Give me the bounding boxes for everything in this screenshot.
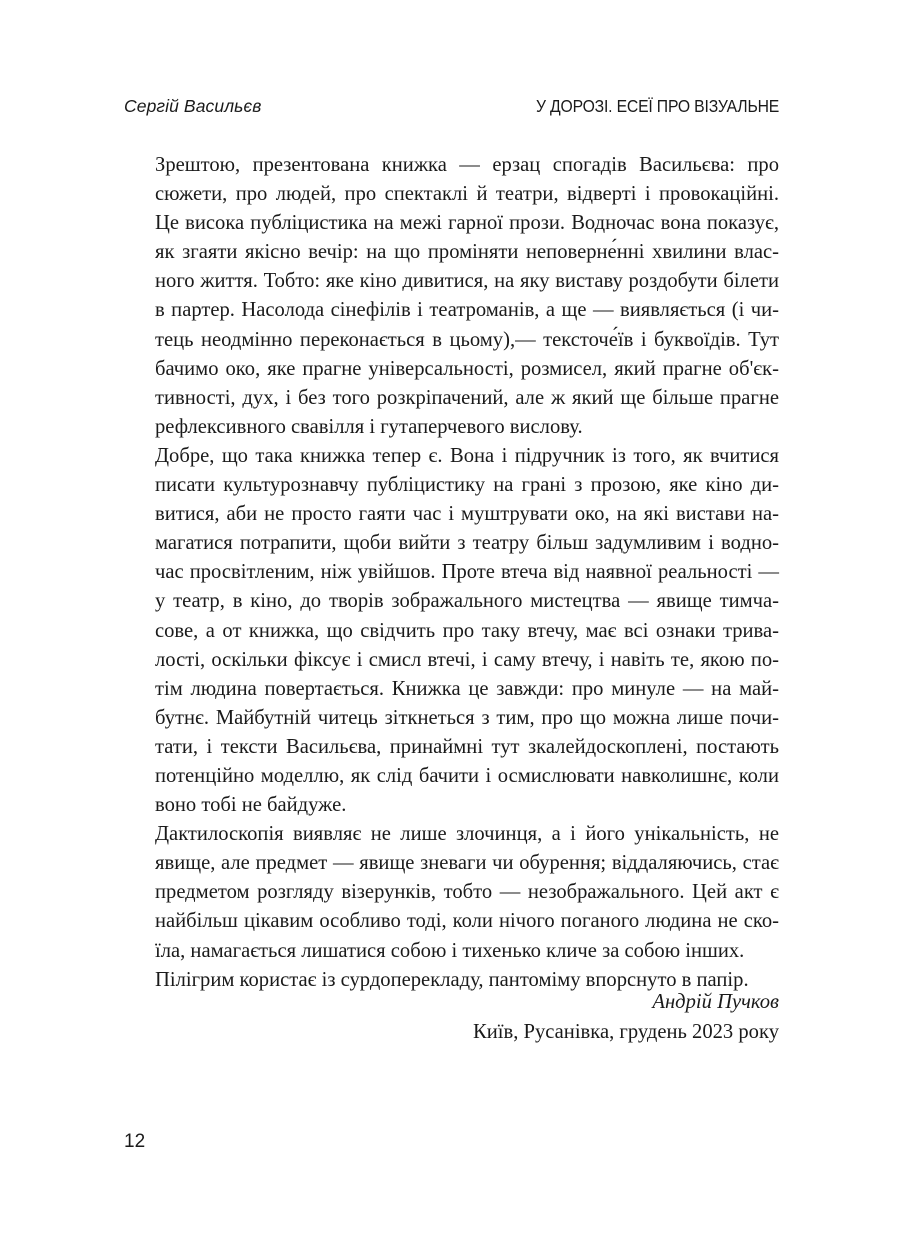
text-line: час просвітленим, ніж увійшов. Проте втеча від наявної реальності — (155, 561, 779, 584)
text-line: тець неодмінно переконається в цьому),— тексточе́їв і буквоїдів. Тут (155, 328, 779, 351)
text-line: предметом розгляду візерунків, тобто — незображального. Цей акт є (155, 881, 779, 904)
running-head (124, 96, 779, 122)
text-line: потенційно моделлю, як слід бачити і осмислювати навколишнє, коли (155, 764, 779, 787)
text-line: бачимо око, яке прагне універсальності, розмисел, який прагне об'єк- (155, 357, 779, 380)
text-line: явище, але предмет — явище зневаги чи обурення; віддаляючись, стає (155, 852, 779, 875)
text-line: Дактилоскопія виявляє не лише злочинця, а і його унікальність, не (155, 823, 779, 846)
text-line: в партер. Насолода сінефілів і театроманів, а ще — виявляється (і чи- (155, 299, 779, 322)
text-line: найбільш цікавим особливо тоді, коли нічого поганого людина не ско- (155, 910, 779, 933)
text-line: тивності, дух, і без того розкріпачений, але ж який ще більше прагне (155, 386, 779, 409)
paragraph-3 (124, 820, 779, 965)
text-line: ного життя. Тобто: яке кіно дивитися, на яку виставу роздобути білети (155, 270, 779, 293)
text-line: Зрештою, презентована книжка — ерзац спогадів Васильєва: про (155, 154, 779, 176)
signature-name: Андрій Пучков (652, 991, 779, 1013)
text-line: лості, оскільки фіксує і смисл втечі, і саму втечу, і навіть те, якою по- (155, 648, 779, 671)
signature-block (473, 988, 779, 1047)
text-line: Пілігрим користає із сурдоперекладу, пантоміму впорснуто в папір. (155, 968, 749, 991)
text-line: магатися потрапити, щоби вийти з театру більш задумливим і водно- (155, 532, 779, 555)
text-line: рефлексивного свавілля і гутаперчевого вислову. (155, 415, 583, 438)
text-line: тім людина повертається. Книжка це завжди: про минуле — на май- (155, 677, 779, 700)
text-line: бутнє. Майбутній читець зіткнеться з тим, про що можна лише почи- (155, 706, 779, 729)
body-text (124, 151, 779, 995)
text-line: як згаяти якісно вечір: на що проміняти неповерне́нні хвилини влас- (155, 241, 779, 264)
paragraph-1 (124, 151, 779, 442)
text-line: Добре, що така книжка тепер є. Вона і підручник із того, як вчитися (155, 444, 779, 467)
text-line: писати культурознавчу публіцистику на грані з прозою, яке кіно ди- (155, 474, 779, 497)
text-line: сюжети, про людей, про спектаклі й театри, відверті і провокаційні. (155, 183, 779, 206)
running-head-author: Сергій Васильєв (124, 96, 262, 116)
text-line: витися, аби не просто гаяти час і муштрувати око, на які вистави на- (155, 503, 779, 526)
text-line: їла, намагається лишатися собою і тихенько кличе за собою інших. (155, 939, 745, 962)
page-number: 12 (124, 1131, 146, 1152)
text-line: у театр, в кіно, до творів зображального мистецтва — явище тимча- (155, 590, 779, 613)
text-line: воно тобі не байдуже. (155, 794, 347, 817)
signature-place-date: Київ, Русанівка, грудень 2023 року (473, 1020, 779, 1043)
running-head-book-title: У ДОРОЗІ. ЕСЕЇ ПРО ВІЗУАЛЬНЕ (535, 96, 779, 116)
paragraph-2 (124, 442, 779, 820)
text-line: сове, а от книжка, що свідчить про таку втечу, має всі ознаки трива- (155, 619, 779, 642)
text-line: тати, і тексти Васильєва, принаймні тут зкалейдоскоплені, постають (155, 735, 779, 758)
text-line: Це висока публіцистика на межі гарної прози. Водночас вона показує, (155, 212, 779, 235)
